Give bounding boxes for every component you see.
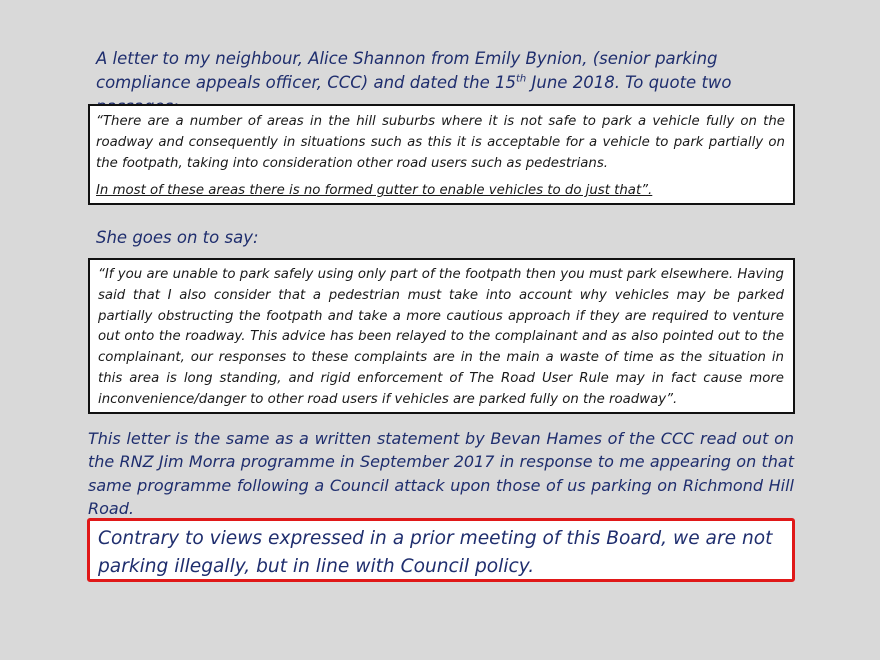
quote-box-2 <box>88 258 795 414</box>
conclusion-box <box>87 518 795 582</box>
date-ordinal-suffix: th <box>516 73 527 85</box>
subheading: She goes on to say: <box>96 228 259 247</box>
intro-text: A letter to my neighbour, Alice Shannon from Emily Bynion, (senior parking compliance appeals officer, CCC) and dated the 15 <box>96 49 718 92</box>
quote1-paragraph: “There are a number of areas in the hill suburbs where it is not safe to park a vehicle fully on the roadway and consequently in situations such as this it is acceptable for a vehicle to park partially on the footpath, taking into consideration other road users such as pedestrians. <box>96 114 785 171</box>
quote2-paragraph: “If you are unable to park safely using only part of the footpath then you must park elsewhere. Having said that I also consider that a pedestrian must take into account why vehicles may be parked partially obstructing the footpath and take a more cautious approach if they are required to venture out onto the roadway. This advice has been relayed to the complainant and as also pointed out to the complainant, our responses to these complaints are in the main a waste of time as the situation in this area is long standing, and rigid enforcement of The Road User Rule may in fact cause more inconvenience/danger to other road users if vehicles are parked fully on the roadway”. <box>98 267 784 407</box>
quote1-underlined: In most of these areas there is no formed gutter to enable vehicles to do just that”. <box>96 183 653 198</box>
quote-box-1 <box>88 104 795 205</box>
conclusion-text: Contrary to views expressed in a prior meeting of this Board, we are not parking illegally, but in line with Council policy. <box>98 528 773 577</box>
intro-text-end: June 2018. To quote two <box>531 73 732 92</box>
statement-paragraph: This letter is the same as a written statement by Bevan Hames of the CCC read out on the RNZ Jim Morra programme in September 2017 in response to me appearing on that same programme following a Council attack upon those of us parking on Richmond Hill Road. <box>88 429 794 518</box>
